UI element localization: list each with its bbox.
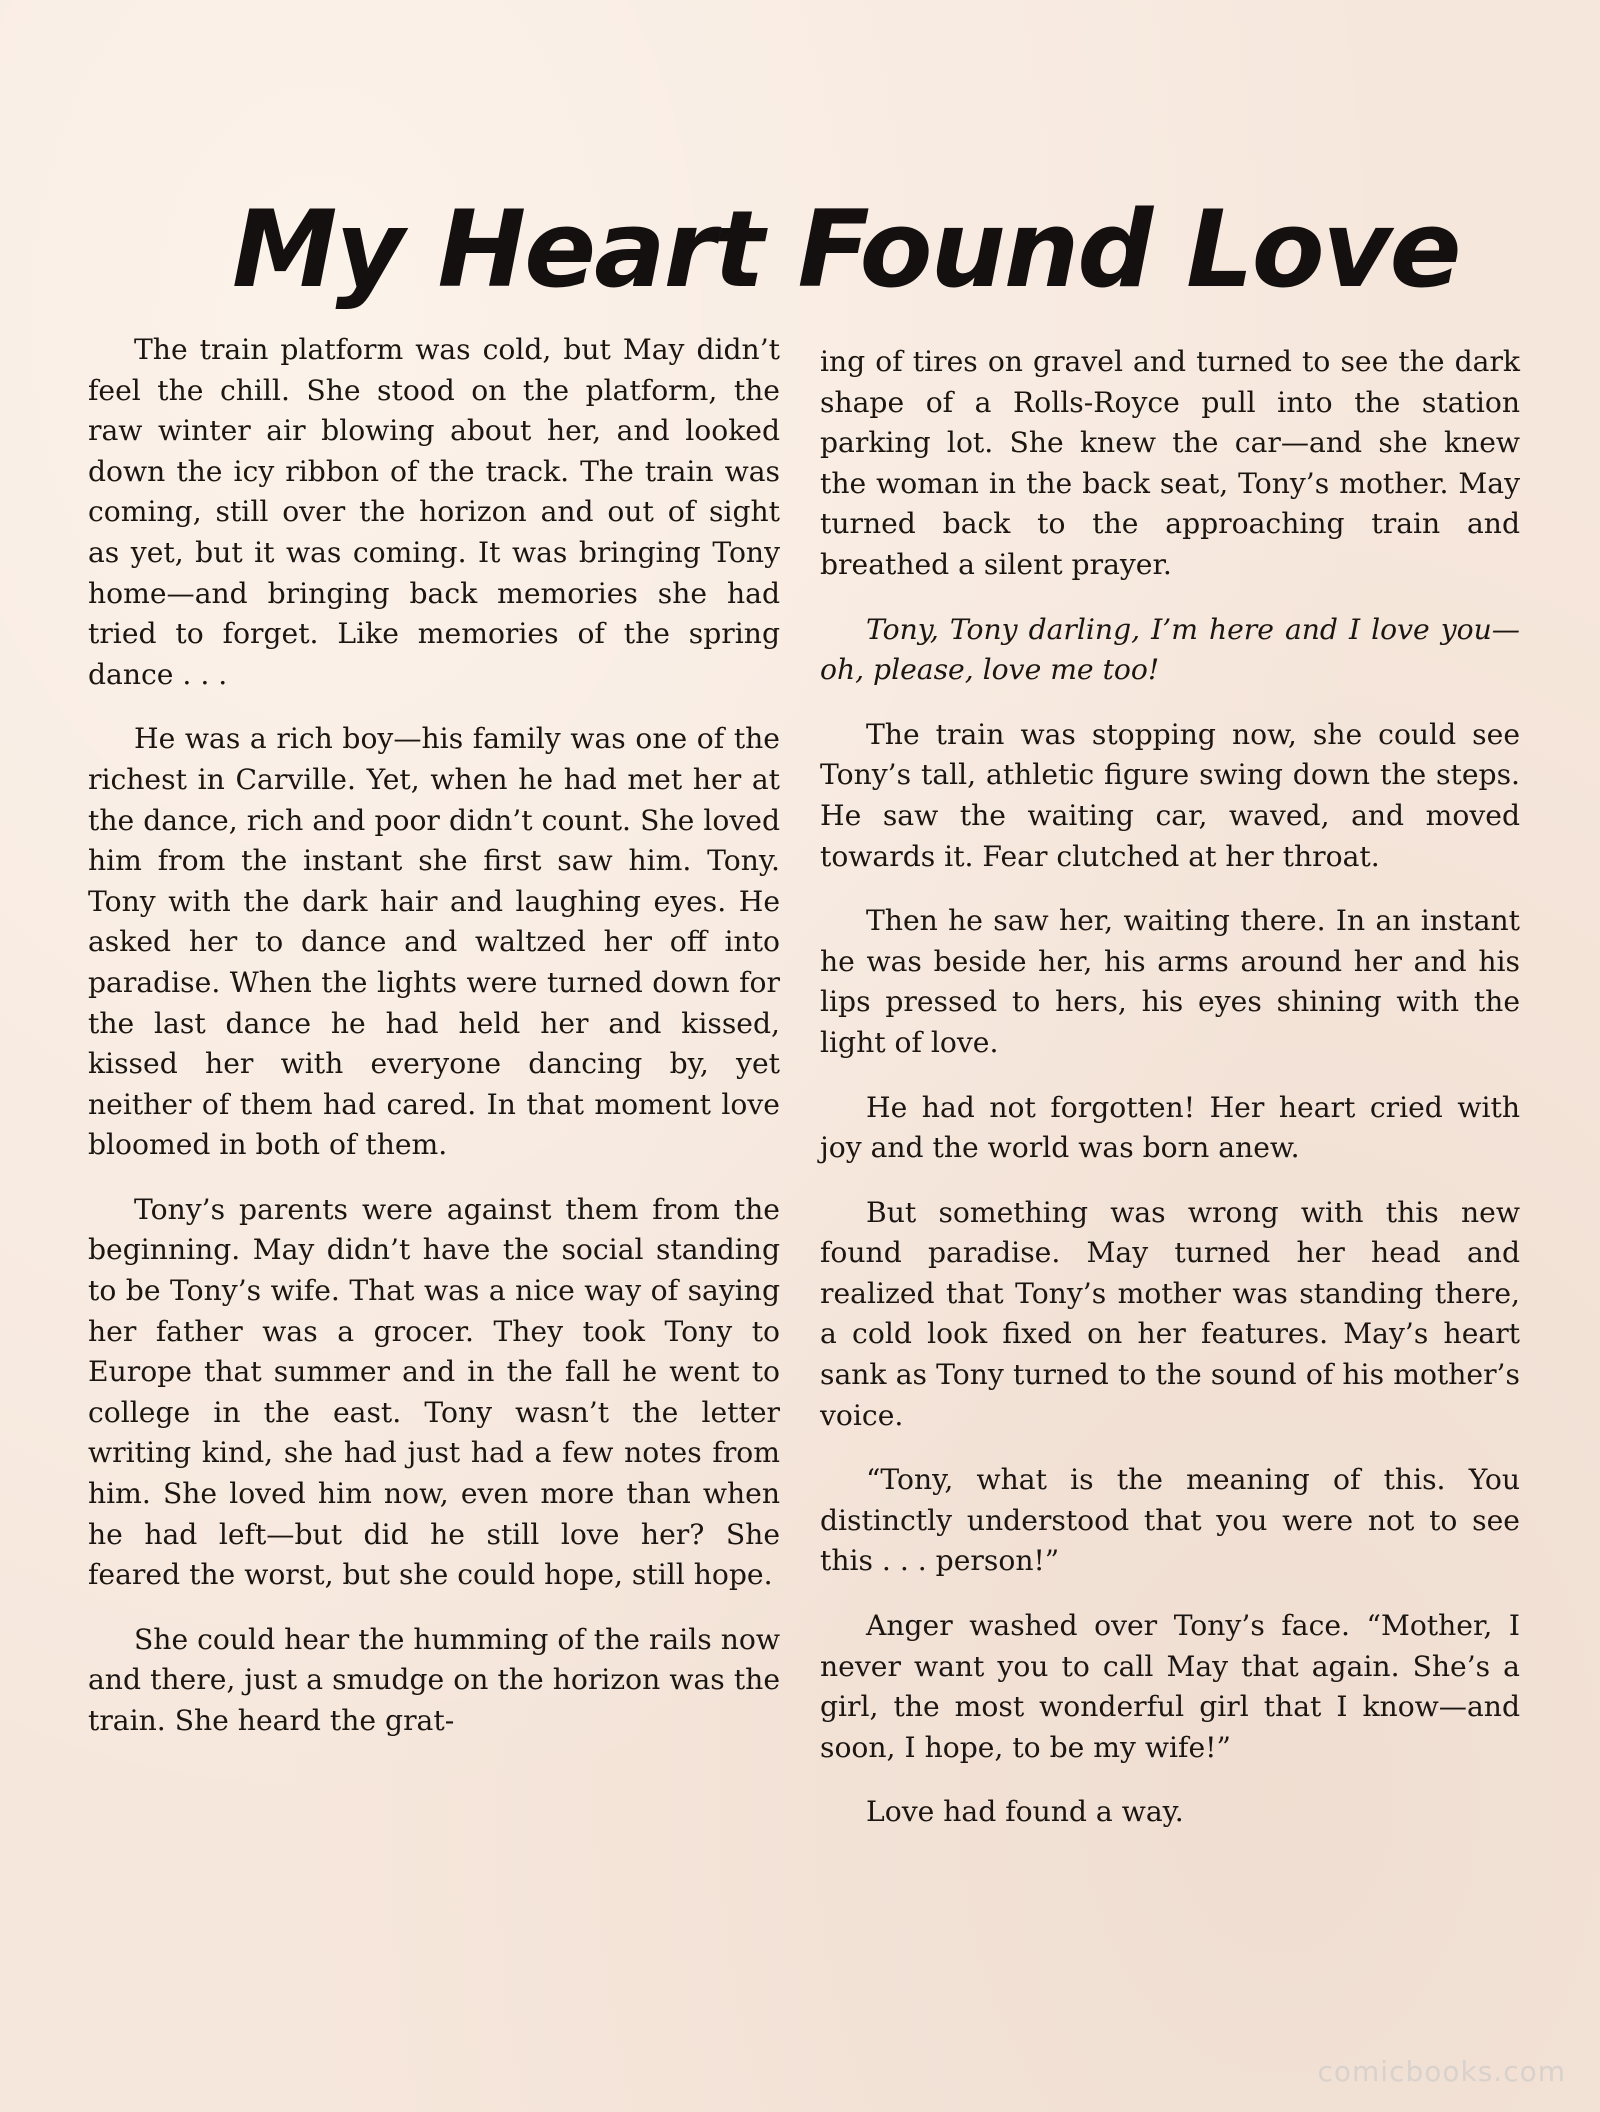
paragraph: She could hear the humming of the rails now and there, just a smudge on the horizon was the train. She heard the grat-	[88, 1622, 780, 1737]
paragraph: Anger washed over Tony’s face. “Mother, I never want you to call May that again. She’s a girl, the most wonderful girl that I know—and soon, I hope, to be my wife!”	[820, 1609, 1520, 1764]
paragraph: “Tony, what is the meaning of this. You distinctly understood that you were not to see this . . . person!”	[820, 1463, 1520, 1578]
paragraph: Then he saw her, waiting there. In an instant he was beside her, his arms around her and his lips pressed to hers, his eyes shining with the light of love.	[820, 904, 1520, 1059]
paragraph-thought: Tony, Tony darling, I’m here and I love you—oh, please, love me too!	[820, 612, 1520, 687]
paragraph: Tony’s parents were against them from the beginning. May didn’t have the social standing to be Tony’s wife. That was a nice way of saying her father was a grocer. They took Tony to Europe that summer and in the fall he went to college in the east. Tony wasn’t the letter writing kind, she had just had a few notes from him. She loved him now, even more than when he had left—but did he still love her? She feared the worst, but she could hope, still hope.	[88, 1192, 780, 1592]
paragraph: But something was wrong with this new found paradise. May turned her head and realized that Tony’s mother was standing there, a cold look fixed on her features. May’s heart sank as Tony turned to the sound of his mother’s voice.	[820, 1195, 1520, 1432]
paragraph: ing of tires on gravel and turned to see the dark shape of a Rolls-Royce pull into the station parking lot. She knew the car—and she knew the woman in the back seat, Tony’s mother. May turned back to the approaching train and breathed a silent prayer.	[820, 345, 1520, 581]
paragraph: He was a rich boy—his family was one of the richest in Carville. Yet, when he had met her at the dance, rich and poor didn’t count. She loved him from the instant she first saw him. Tony. Tony with the dark hair and laughing eyes. He asked her to dance and waltzed her off into paradise. When the lights were turned down for the last dance he had held her and kissed, kissed her with everyone dancing by, yet neither of them had cared. In that moment love bloomed in both of them.	[88, 722, 780, 1162]
paragraph: He had not forgotten! Her heart cried with joy and the world was born anew.	[820, 1090, 1520, 1165]
watermark: comicbooks.com	[1317, 2055, 1566, 2088]
paragraph: The train was stopping now, she could see Tony’s tall, athletic figure swing down the steps. He saw the waiting car, waved, and moved towards it. Fear clutched at her throat.	[820, 717, 1520, 873]
paragraph-closing: Love had found a way.	[866, 1795, 1184, 1829]
left-column	[88, 330, 780, 1766]
story-title: My Heart Found Love	[232, 188, 1460, 311]
right-column	[820, 342, 1520, 1857]
paragraph: The train platform was cold, but May didn’t feel the chill. She stood on the platform, the raw winter air blowing about her, and looked down the icy ribbon of the track. The train was coming, still over the horizon and out of sight as yet, but it was coming. It was bringing Tony home—and bringing back memories she had tried to forget. Like memories of the spring dance . . .	[88, 333, 780, 691]
